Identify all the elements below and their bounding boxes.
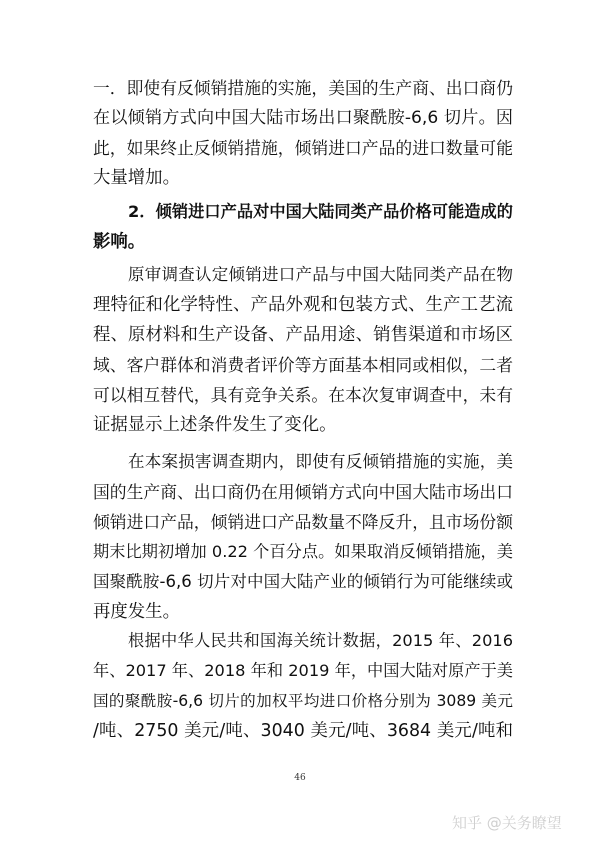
text-line: 理特征和化学特性、产品外观和包装方式、生产工艺流 — [93, 295, 513, 315]
text-line: 一．即使有反倾销措施的实施，美国的生产商、出口商仍 — [93, 78, 513, 98]
watermark: 知乎 @关务瞭望 — [452, 814, 562, 832]
heading-line: 2．倾销进口产品对中国大陆同类产品价格可能造成的 — [128, 202, 513, 221]
text-line: 年、2017 年、2018 年和 2019 年，中国大陆对原产于美 — [93, 661, 513, 680]
text-line: 可以相互替代，具有竞争关系。在本次复审调查中，未有 — [93, 385, 513, 405]
heading-line: 影响。 — [93, 232, 146, 252]
text-line: 程、原材料和生产设备、产品用途、销售渠道和市场区 — [93, 325, 513, 345]
text-line: /吨、2750 美元/吨、3040 美元/吨、3684 美元/吨和 — [93, 721, 513, 741]
paragraph-3 — [93, 260, 513, 440]
text-line: 倾销进口产品，倾销进口产品数量不降反升，且市场份额 — [93, 512, 513, 532]
text-line: 再度发生。 — [93, 602, 180, 622]
text-line: 在以倾销方式向中国大陆市场出口聚酰胺-6,6 切片。因 — [93, 108, 513, 128]
paragraph-5 — [93, 626, 513, 746]
text-line: 大量增加。 — [93, 168, 180, 188]
page-number: 46 — [294, 773, 306, 783]
text-line: 期末比期初增加 0.22 个百分点。如果取消反倾销措施，美 — [93, 542, 513, 561]
text-line: 证据显示上述条件发生了变化。 — [93, 415, 337, 435]
text-line: 在本案损害调查期内，即使有反倾销措施的实施，美 — [128, 452, 513, 471]
section-heading — [93, 197, 513, 257]
text-line: 国聚酰胺-6,6 切片对中国大陆产业的倾销行为可能继续或 — [93, 572, 513, 591]
text-line: 域、客户群体和消费者评价等方面基本相同或相似，二者 — [93, 355, 513, 375]
text-line: 根据中华人民共和国海关统计数据，2015 年、2016 — [128, 631, 513, 650]
paragraph-4 — [93, 447, 513, 627]
text-line: 国的生产商、出口商仍在用倾销方式向中国大陆市场出口 — [93, 482, 513, 502]
paragraph-1 — [93, 73, 513, 193]
text-line: 原审调查认定倾销进口产品与中国大陆同类产品在物 — [128, 265, 513, 284]
text-line: 国的聚酰胺-6,6 切片的加权平均进口价格分别为 3089 美元 — [93, 692, 513, 710]
text-line: 此，如果终止反倾销措施，倾销进口产品的进口数量可能 — [93, 138, 513, 158]
